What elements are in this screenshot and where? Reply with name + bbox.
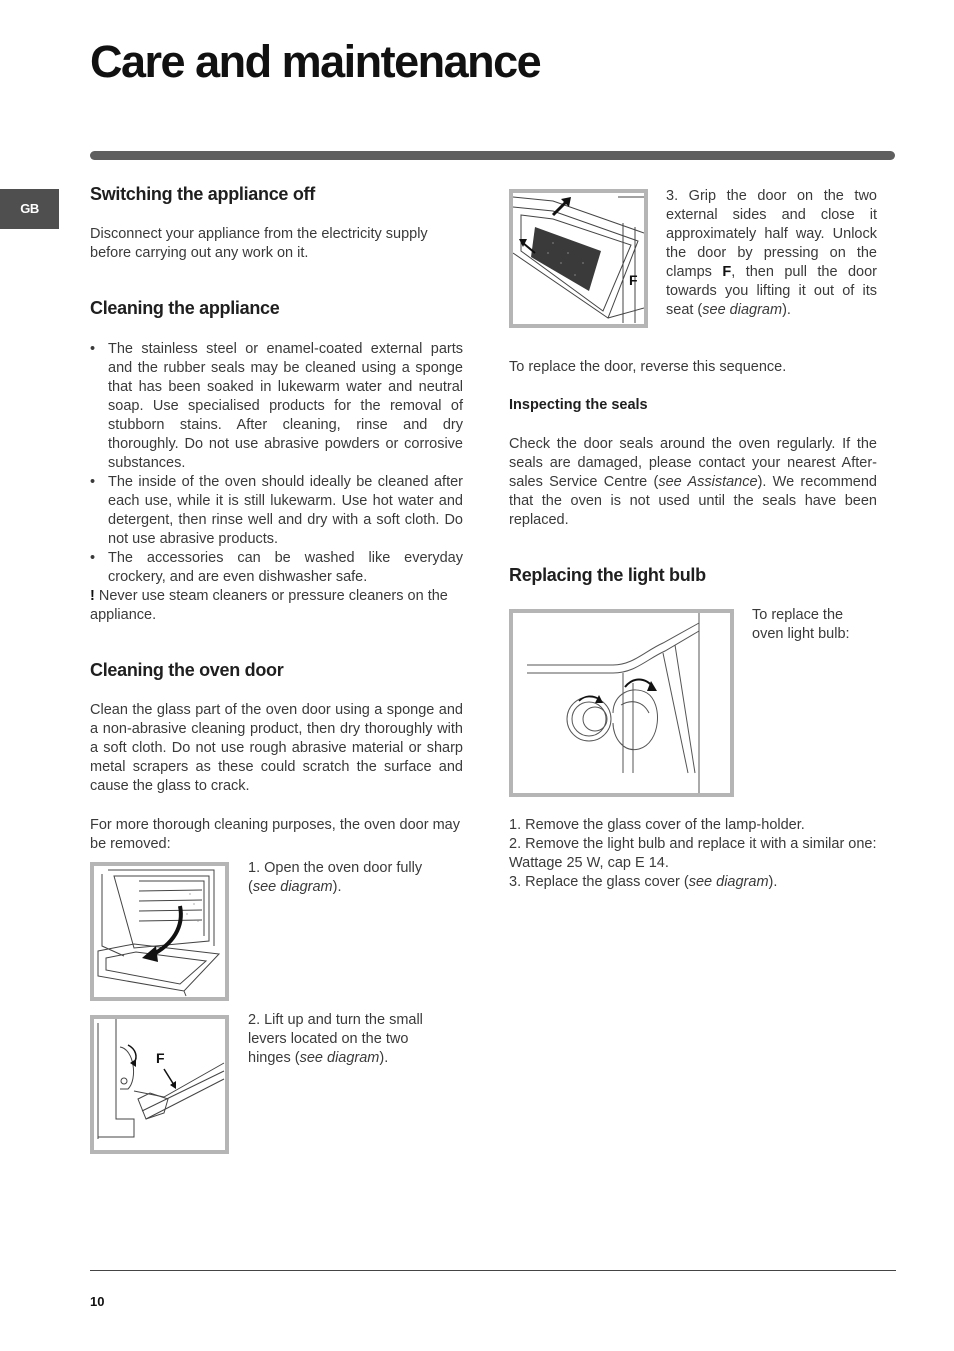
- list-item: • The accessories can be washed like everyday crockery, and are even dishwasher safe.: [90, 549, 463, 587]
- see-assistance-ref: see Assistance: [658, 474, 758, 490]
- light-bulb-illustration: [513, 613, 730, 793]
- cleaning-appliance-heading: Cleaning the appliance: [90, 298, 280, 318]
- see-diagram-ref: see diagram: [252, 879, 333, 895]
- page-title: Care and maintenance: [90, 36, 541, 87]
- door-removal-illustration: [513, 193, 644, 324]
- open-door-diagram: [90, 862, 229, 1001]
- footer-divider: [90, 1270, 896, 1271]
- hinge-lever-illustration: [94, 1019, 225, 1150]
- see-diagram-ref: see diagram: [688, 874, 769, 890]
- step3-text: 3. Grip the door on the two external sides and close it approximately half way. Unlock the door by pressing on the clamps F, then pull the door towards you lifting it out of its seat (see diagram).: [666, 188, 877, 318]
- door-removal-diagram: [509, 189, 648, 328]
- language-tab: GB: [0, 189, 59, 229]
- light-bulb-heading: Replacing the light bulb: [509, 565, 706, 585]
- hinge-lever-diagram: [90, 1015, 229, 1154]
- page-number: 10: [90, 1294, 105, 1309]
- switching-off-heading: Switching the appliance off: [90, 184, 315, 204]
- seals-text: Check the door seals around the oven regularly. If the seals are damaged, please contact your nearest After-sales Service Centre (see Assistance). We recommend that the oven is not used until the seals have been replaced.: [509, 436, 877, 528]
- clamp-label-f: F: [629, 272, 638, 288]
- seals-heading: Inspecting the seals: [509, 397, 648, 413]
- list-item: • The inside of the oven should ideally be cleaned after each use, while it is still lukewarm. Use hot water and detergent, then rinse well and dry with a soft cloth. Do not use abrasive products.: [90, 473, 463, 549]
- light-bulb-intro: To replace the oven light bulb:: [752, 607, 850, 642]
- door-removal-intro: For more thorough cleaning purposes, the oven door may be removed:: [90, 817, 460, 852]
- light-bulb-diagram: [509, 609, 734, 797]
- clamp-label-f: F: [156, 1050, 165, 1066]
- list-item: • The stainless steel or enamel-coated external parts and the rubber seals may be cleaned using a sponge that has been soaked in lukewarm water and neutral soap. Use specialised products for the removal of stubborn stains. After cleaning, rinse and dry thoroughly. Do not use abrasive powders or corrosive substances.: [90, 340, 463, 473]
- bulb-step3: 3. Replace the glass cover (see diagram).: [509, 874, 778, 890]
- replace-door-text: To replace the door, reverse this sequence.: [509, 359, 787, 375]
- step1-text: 1. Open the oven door fully (see diagram).: [248, 860, 423, 895]
- see-diagram-ref: see diagram: [702, 302, 783, 318]
- bulb-step1: 1. Remove the glass cover of the lamp-holder.: [509, 817, 805, 833]
- cleaning-door-heading: Cleaning the oven door: [90, 660, 284, 680]
- cleaning-appliance-list: [90, 340, 463, 587]
- open-door-illustration: [94, 866, 225, 997]
- steam-cleaner-warning: ! Never use steam cleaners or pressure cleaners on the appliance.: [90, 588, 448, 623]
- clamp-ref: F: [722, 264, 732, 280]
- cleaning-door-text: Clean the glass part of the oven door using a sponge and a non-abrasive cleaning product, then dry thoroughly with a soft cloth. Do not use rough abrasive material or sharp metal scrapers as these could scratch the surface and cause the glass to crack.: [90, 702, 463, 794]
- header-divider: [90, 151, 895, 160]
- see-diagram-ref: see diagram: [299, 1050, 380, 1066]
- step2-text: 2. Lift up and turn the small levers located on the two hinges (see diagram).: [248, 1012, 423, 1066]
- warning-mark: !: [90, 588, 95, 604]
- bulb-step2: 2. Remove the light bulb and replace it with a similar one: Wattage 25 W, cap E 14.: [509, 836, 877, 871]
- switching-off-text: Disconnect your appliance from the electricity supply before carrying out any work on it.: [90, 226, 428, 261]
